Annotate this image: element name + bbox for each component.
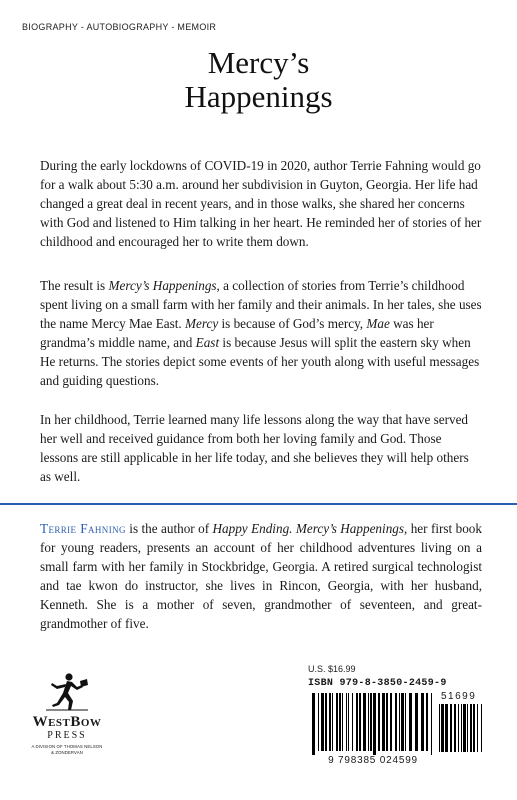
p2-text: was her grandma’s middle name, and [40, 316, 434, 350]
barcode-bar [373, 693, 376, 755]
barcode-bar [467, 704, 468, 752]
barcode-bar [461, 704, 462, 752]
division-line-1: A DIVISION OF THOMAS NELSON [31, 744, 103, 749]
barcode-bar [321, 693, 324, 751]
barcode-bar [352, 693, 353, 751]
bio-text: , her first book for young readers, presents an account of her childhood adventures living on a small farm with her family in Stockbridge, Georgia. A retired surgical technologist and tae kwon do instructor, she lives in Rincon, Georgia, with her husband, Kenneth. She is a mother of seven, grandmother of seventeen, and great-grandmother of five. [40, 521, 482, 631]
barcode-bar [346, 693, 347, 751]
addon-price-digits: 51699 [441, 691, 477, 702]
publisher-name: WestBow [32, 714, 102, 730]
barcode-bar [312, 693, 315, 755]
book-title [0, 46, 517, 114]
barcode-bar [441, 704, 444, 752]
publisher-logo [30, 672, 104, 755]
barcode-bar [329, 693, 331, 751]
barcode-bar [382, 693, 385, 751]
description-paragraph-3: In her childhood, Terrie learned many life lessons along the way that have served her well and received guidance from both her loving family and God. Those lessons are still applicable in her life today, and she believes they will help others as well. [40, 412, 469, 484]
barcode-bar [401, 693, 404, 751]
barcode-digits: 9 798385 024599 [328, 755, 418, 766]
barcode-bar [477, 704, 478, 752]
description-paragraph-2 [40, 276, 482, 390]
description-paragraph-1: During the early lockdowns of COVID-19 in 2020, author Terrie Fahning would go for a walk about 5:30 a.m. around her subdivision in Guyton, Georgia. Her life had changed a great deal in recent years, and in those walks, she shared her concerns with God and listened to Him talking in her heart. He reminded her of stories of her childhood and encouraged her to write them down. [40, 158, 482, 249]
barcode-bar [421, 693, 424, 751]
barcode-bar [454, 704, 456, 752]
runner-with-book-icon [44, 672, 90, 712]
barcode-bar [439, 704, 440, 752]
p2-text: The result is [40, 278, 109, 293]
isbn-label: ISBN 979-8-3850-2459-9 [308, 678, 447, 689]
bio-text: is the author of [125, 521, 213, 536]
barcode-bar [445, 704, 448, 752]
barcode-bar [426, 693, 428, 751]
p2-text: is because of God’s mercy, [218, 316, 367, 331]
barcode-bar [348, 693, 349, 751]
barcode-bar [450, 704, 452, 752]
division-line-2: & ZONDERVAN [51, 749, 83, 755]
p2-book-title: Mercy’s Happenings [108, 278, 217, 293]
barcode-bar [356, 693, 358, 751]
barcode-bar [399, 693, 400, 751]
barcode-bar [339, 693, 341, 751]
ean-barcode [312, 693, 434, 755]
p2-text: , a collection of stories from Terrie’s childhood spent living on a small farm with her family and their animals. In her tales, she uses the name Mercy Mae East. [40, 278, 482, 331]
barcode-bar [473, 704, 475, 752]
addon-barcode [439, 704, 483, 752]
title-line-2: Happenings [184, 79, 333, 114]
barcode-bar [332, 693, 333, 751]
barcode-bar [405, 693, 406, 751]
title-line-1: Mercy’s [207, 45, 310, 80]
barcode-bar [359, 693, 361, 751]
barcode-bar [370, 693, 372, 751]
author-bio [40, 519, 482, 633]
publisher-press: PRESS [47, 730, 87, 741]
barcode-bar [390, 693, 392, 751]
p2-text: is because Jesus will split the eastern sky when He returns. The stories depict some events of her youth along with useful messages and guiding questions. [40, 335, 480, 388]
p2-mae: Mae [366, 316, 390, 331]
barcode-bar [386, 693, 388, 751]
barcode-bar [458, 704, 459, 752]
barcode-bar [463, 704, 466, 752]
barcode-bar [368, 693, 369, 751]
barcode-bar [325, 693, 327, 751]
publisher-division [30, 744, 104, 755]
barcode-bar [378, 693, 380, 751]
author-name: Terrie Fahning [40, 521, 126, 536]
barcode-bar [363, 693, 366, 751]
price-label: U.S. $16.99 [308, 664, 356, 674]
genre-label: BIOGRAPHY - AUTOBIOGRAPHY - MEMOIR [22, 22, 217, 32]
barcode-bar [481, 704, 482, 752]
barcode-bar [395, 693, 397, 751]
barcode-bar [318, 693, 319, 751]
bio-book-titles: Happy Ending. Mercy’s Happenings [212, 521, 405, 536]
p2-mercy: Mercy [185, 316, 219, 331]
barcode-bar [336, 693, 338, 751]
p2-east: East [195, 335, 220, 350]
barcode-bar [342, 693, 343, 751]
barcode-bar [409, 693, 412, 751]
divider-rule [0, 503, 517, 505]
barcode-bar [415, 693, 418, 751]
barcode-bar [470, 704, 472, 752]
barcode-bar [431, 693, 432, 755]
